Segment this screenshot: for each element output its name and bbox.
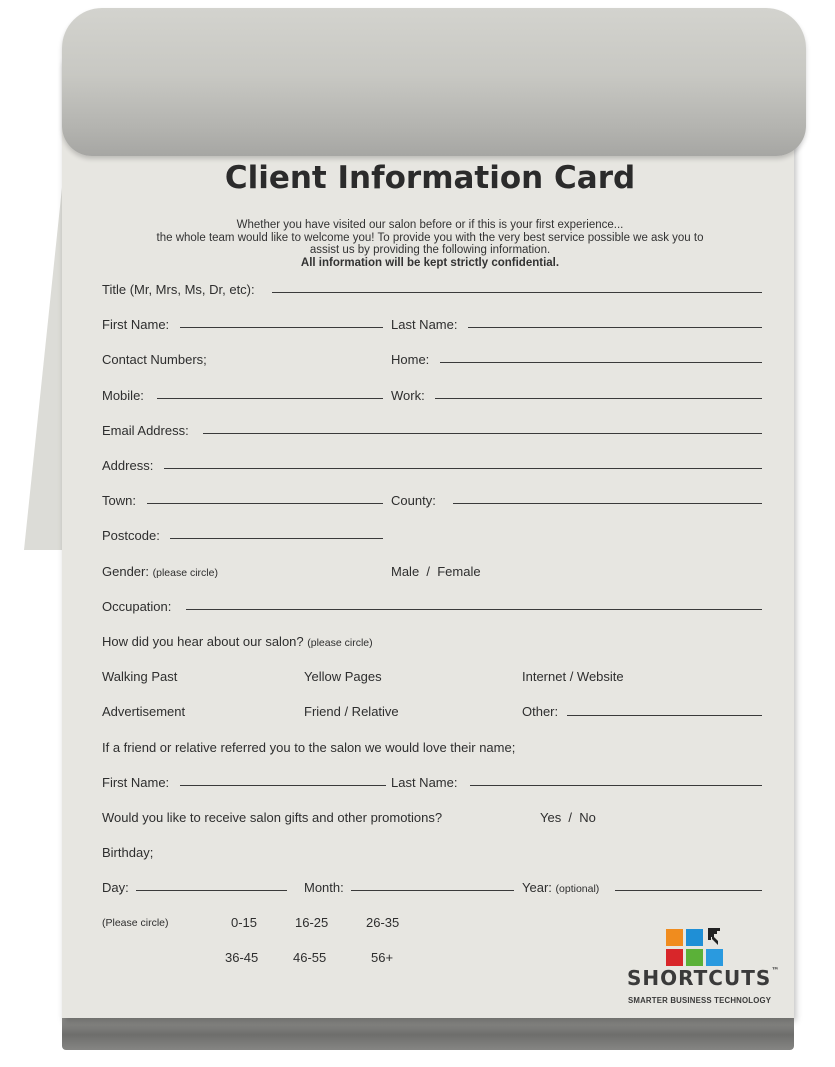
work-label: Work: xyxy=(391,388,425,403)
other-label: Other: xyxy=(522,704,559,719)
email-label: Email Address: xyxy=(102,423,189,438)
county-field[interactable] xyxy=(453,503,762,504)
age-range-36-45[interactable]: 36-45 xyxy=(225,950,259,965)
intro-line-4: All information will be kept strictly confidential. xyxy=(300,256,560,269)
home-field[interactable] xyxy=(440,362,762,363)
ref-last-name-field[interactable] xyxy=(470,785,762,786)
first-name-label: First Name: xyxy=(102,317,170,332)
option-yellow-pages[interactable]: Yellow Pages xyxy=(304,669,382,684)
hear-question-text: How did you hear about our salon? xyxy=(102,634,304,649)
year-field[interactable] xyxy=(615,890,762,891)
gender-options[interactable]: Male / Female xyxy=(391,564,481,579)
intro-text xyxy=(96,219,764,269)
other-field[interactable] xyxy=(567,715,762,716)
logo-wordmark xyxy=(627,966,780,990)
month-field[interactable] xyxy=(351,890,514,891)
promotions-question: Would you like to receive salon gifts and other promotions? xyxy=(102,810,443,825)
logo-square-red xyxy=(666,949,683,966)
year-label-text: Year: xyxy=(522,880,552,895)
option-friend-relative[interactable]: Friend / Relative xyxy=(304,704,399,719)
birthday-label: Birthday; xyxy=(102,845,154,860)
email-field[interactable] xyxy=(203,433,762,434)
day-label: Day: xyxy=(102,880,129,895)
logo-square-green xyxy=(686,949,703,966)
day-field[interactable] xyxy=(136,890,287,891)
promotions-options[interactable]: Yes / No xyxy=(540,810,596,825)
title-label: Title (Mr, Mrs, Ms, Dr, etc): xyxy=(102,282,255,297)
first-name-field[interactable] xyxy=(180,327,383,328)
hear-question xyxy=(102,634,373,649)
month-label: Month: xyxy=(304,880,344,895)
logo-square-orange xyxy=(666,929,683,946)
age-range-0-15[interactable]: 0-15 xyxy=(231,915,258,930)
county-label: County: xyxy=(391,493,436,508)
option-advertisement[interactable]: Advertisement xyxy=(102,704,186,719)
option-walking-past[interactable]: Walking Past xyxy=(102,669,178,684)
form-page xyxy=(62,60,794,1018)
contact-numbers-label: Contact Numbers; xyxy=(102,352,207,367)
town-label: Town: xyxy=(102,493,136,508)
mobile-label: Mobile: xyxy=(102,388,144,403)
year-label xyxy=(522,880,599,895)
logo-square-lightblue xyxy=(706,949,723,966)
postcode-field[interactable] xyxy=(170,538,383,539)
year-note: (optional) xyxy=(555,883,600,895)
logo-tagline: SMARTER BUSINESS TECHNOLOGY xyxy=(628,996,772,1005)
hear-note: (please circle) xyxy=(307,637,373,649)
last-name-label: Last Name: xyxy=(391,317,458,332)
logo-tm: ™ xyxy=(771,966,781,975)
logo-square-blue xyxy=(686,929,703,946)
gender-note: (please circle) xyxy=(152,567,218,579)
page-title: Client Information Card xyxy=(224,160,636,196)
address-field[interactable] xyxy=(164,468,762,469)
cursor-arrow-icon xyxy=(704,925,724,947)
age-range-56-plus[interactable]: 56+ xyxy=(371,950,394,965)
option-internet[interactable]: Internet / Website xyxy=(522,669,624,684)
home-label: Home: xyxy=(391,352,430,367)
postcode-label: Postcode: xyxy=(102,528,160,543)
occupation-field[interactable] xyxy=(186,609,762,610)
logo-word-text: SHORTCUTS xyxy=(627,966,772,990)
ref-first-name-label: First Name: xyxy=(102,775,170,790)
mobile-field[interactable] xyxy=(157,398,383,399)
town-field[interactable] xyxy=(147,503,383,504)
intro-line-3: assist us by providing the following information. xyxy=(309,244,551,256)
work-field[interactable] xyxy=(435,398,762,399)
intro-line-2: the whole team would like to welcome you! To provide you with the very best service possible we ask you to xyxy=(156,231,704,244)
age-range-26-35[interactable]: 26-35 xyxy=(366,915,400,930)
age-range-16-25[interactable]: 16-25 xyxy=(295,915,329,930)
referral-text: If a friend or relative referred you to the salon we would love their name; xyxy=(102,740,516,755)
occupation-label: Occupation: xyxy=(102,599,172,614)
gender-label-text: Gender: xyxy=(102,564,149,579)
title-field[interactable] xyxy=(272,292,762,293)
gender-label xyxy=(102,564,218,579)
intro-line-1: Whether you have visited our salon before or if this is your first experience... xyxy=(236,219,624,231)
pad-binding xyxy=(62,8,806,156)
ref-last-name-label: Last Name: xyxy=(391,775,458,790)
last-name-field[interactable] xyxy=(468,327,762,328)
address-label: Address: xyxy=(102,458,154,473)
ref-first-name-field[interactable] xyxy=(180,785,386,786)
age-note: (Please circle) xyxy=(102,917,169,929)
age-range-46-55[interactable]: 46-55 xyxy=(293,950,327,965)
